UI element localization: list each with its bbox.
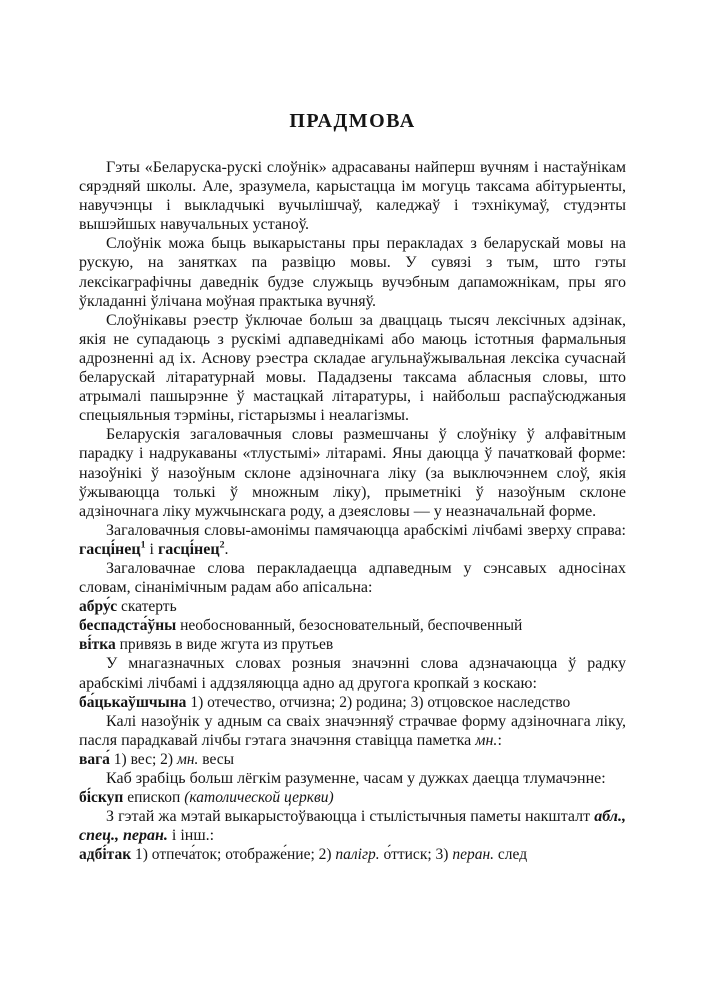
text-run: У мнагазначных словах розныя значэнні слова адзначаюцца ў радку арабскімі лічбамі і аддзяляюцца адно ад другога кропкай з коскаю: [79,655,626,692]
text-run: о́ттиск; 3) [379,846,453,864]
text-run: весы [198,750,235,768]
dictionary-entry [79,750,626,769]
text-run: след [494,846,528,864]
text-run: : [497,731,502,749]
text-run: перан. [452,846,495,864]
paragraph [79,234,626,310]
dictionary-entry [79,635,626,654]
paragraph [79,311,626,426]
text-run: (католической церкви) [184,789,334,807]
paragraph [79,559,626,597]
text-run: мн. [475,731,498,749]
text-run: і [145,540,158,558]
text-run: Слоўнік можа быць выкарыстаны пры перакладах з беларускай мовы на рускую, на занятках па развіцю мовы. У сувязі з тым, што гэты лексікаграфічны даведнік будзе служыць вучэбным дапаможнікам, пры яго ўкладанні ўлічана моўная практыка вучняў. [79,235,626,310]
text-run: епископ [123,789,185,807]
text-run: . [224,540,229,558]
text-run: абл., спец., перан. [79,808,626,845]
text-run: вага́ [79,750,110,768]
text-run: адбі́так [79,846,132,864]
paragraph [79,521,626,559]
text-run: ба́цькаўшчына [79,693,187,711]
text-run: Загаловачнае слова перакладаецца адпаведным у сэнсавых адносінах словам, сінанімічным радам або апісальна: [79,559,626,597]
text-run: бі́скуп [79,789,124,807]
text-run: З гэтай жа мэтай выкарыстоўваюцца і стылістычныя паметы накшталт [106,808,595,826]
paragraph [79,158,626,234]
paragraph [79,425,626,520]
page-title: ПРАДМОВА [289,110,416,132]
text-run: Калі назоўнік у адным са сваіх значэнняў страчвае форму адзіночнага ліку, пасля парадкавай лічбы гэтага значэння ставіцца паметка [79,712,626,749]
text-run: скатерть [117,598,177,616]
text-run: Слоўнікавы рэестр ўключае больш за дваццаць тысяч лексічных адзінак, якія не супадаюць з рускімі адпаведнікамі або маюць істотныя фармальныя адрозненні ад іх. Аснову рэестра складае агульнаўжывальная лексіка сучаснай беларускай літаратурнай мовы. Пададзены таксама абласныя словы, што атрымалі пашырэнне ў мастацкай літаратуры, і найбольш распаўсюджаныя спецыяльныя тэрміны, гістарызмы і неалагізмы. [79,311,626,425]
text-run: мн. [176,750,199,768]
dictionary-entry [79,788,626,807]
text-run: привязь в виде жгута из прутьев [115,636,334,654]
homonym-superscript: 2 [219,539,225,551]
dictionary-entry [79,616,626,635]
text-run: 1) вес; 2) [109,750,177,768]
text-run: абру́с [79,598,118,616]
text-run: Загаловачныя словы-амонімы памячаюцца арабскімі лічбамі зверху справа: [106,521,626,539]
homonym-superscript: 1 [140,539,146,551]
dictionary-entry [79,693,626,712]
text-run: 1) отпеча́ток; отображе́ние; 2) [131,846,336,864]
paragraph [79,769,626,788]
text-run: палігр. [335,846,380,864]
text-run: Гэты «Беларуска-рускі слоўнік» адрасаваны найперш вучням і настаўнікам сярэдняй школы. Але, зразумела, карыстацца ім могуць таксама абітурыенты, навучэнцы і выкладчыкі вучылішчаў, каледжаў і тэхнікумаў, студэнты вышэйшых навучальных устаноў. [79,159,626,234]
text-run: гасці́нец [79,540,141,558]
text-run: Беларускія загаловачныя словы размешчаны ў слоўніку ў алфавітным парадку і надрукаваны «тлустымі» літарамі. Яны даюцца ў пачатковай форме: назоўнікі ў назоўным склоне адзіночнага ліку (за выключэннем слоў, якія ўжываюцца толькі ў множным ліку), прыметнікі ў назоўным склоне адзіночнага ліку мужчынскага роду, а дзеясловы — у неазначальнай форме. [79,426,626,520]
text-run: необоснованный, безосновательный, беспочвенный [176,617,523,635]
text-run: ві́тка [79,636,116,654]
text-run: 1) отечество, отчизна; 2) родина; 3) отцовское наследство [186,693,571,711]
dictionary-entry [79,845,626,864]
paragraph [79,807,626,845]
document-body [79,158,626,864]
text-run: і інш.: [167,827,215,845]
text-run: гасці́нец [157,540,220,558]
dictionary-entry [79,597,626,616]
paragraph [79,712,626,750]
paragraph [79,654,626,692]
text-run: беспадста́ўны [79,617,177,635]
text-run: Каб зрабіць больш лёгкім разуменне, часам у дужках даецца тлумачэнне: [106,770,606,787]
page-content [79,110,626,864]
